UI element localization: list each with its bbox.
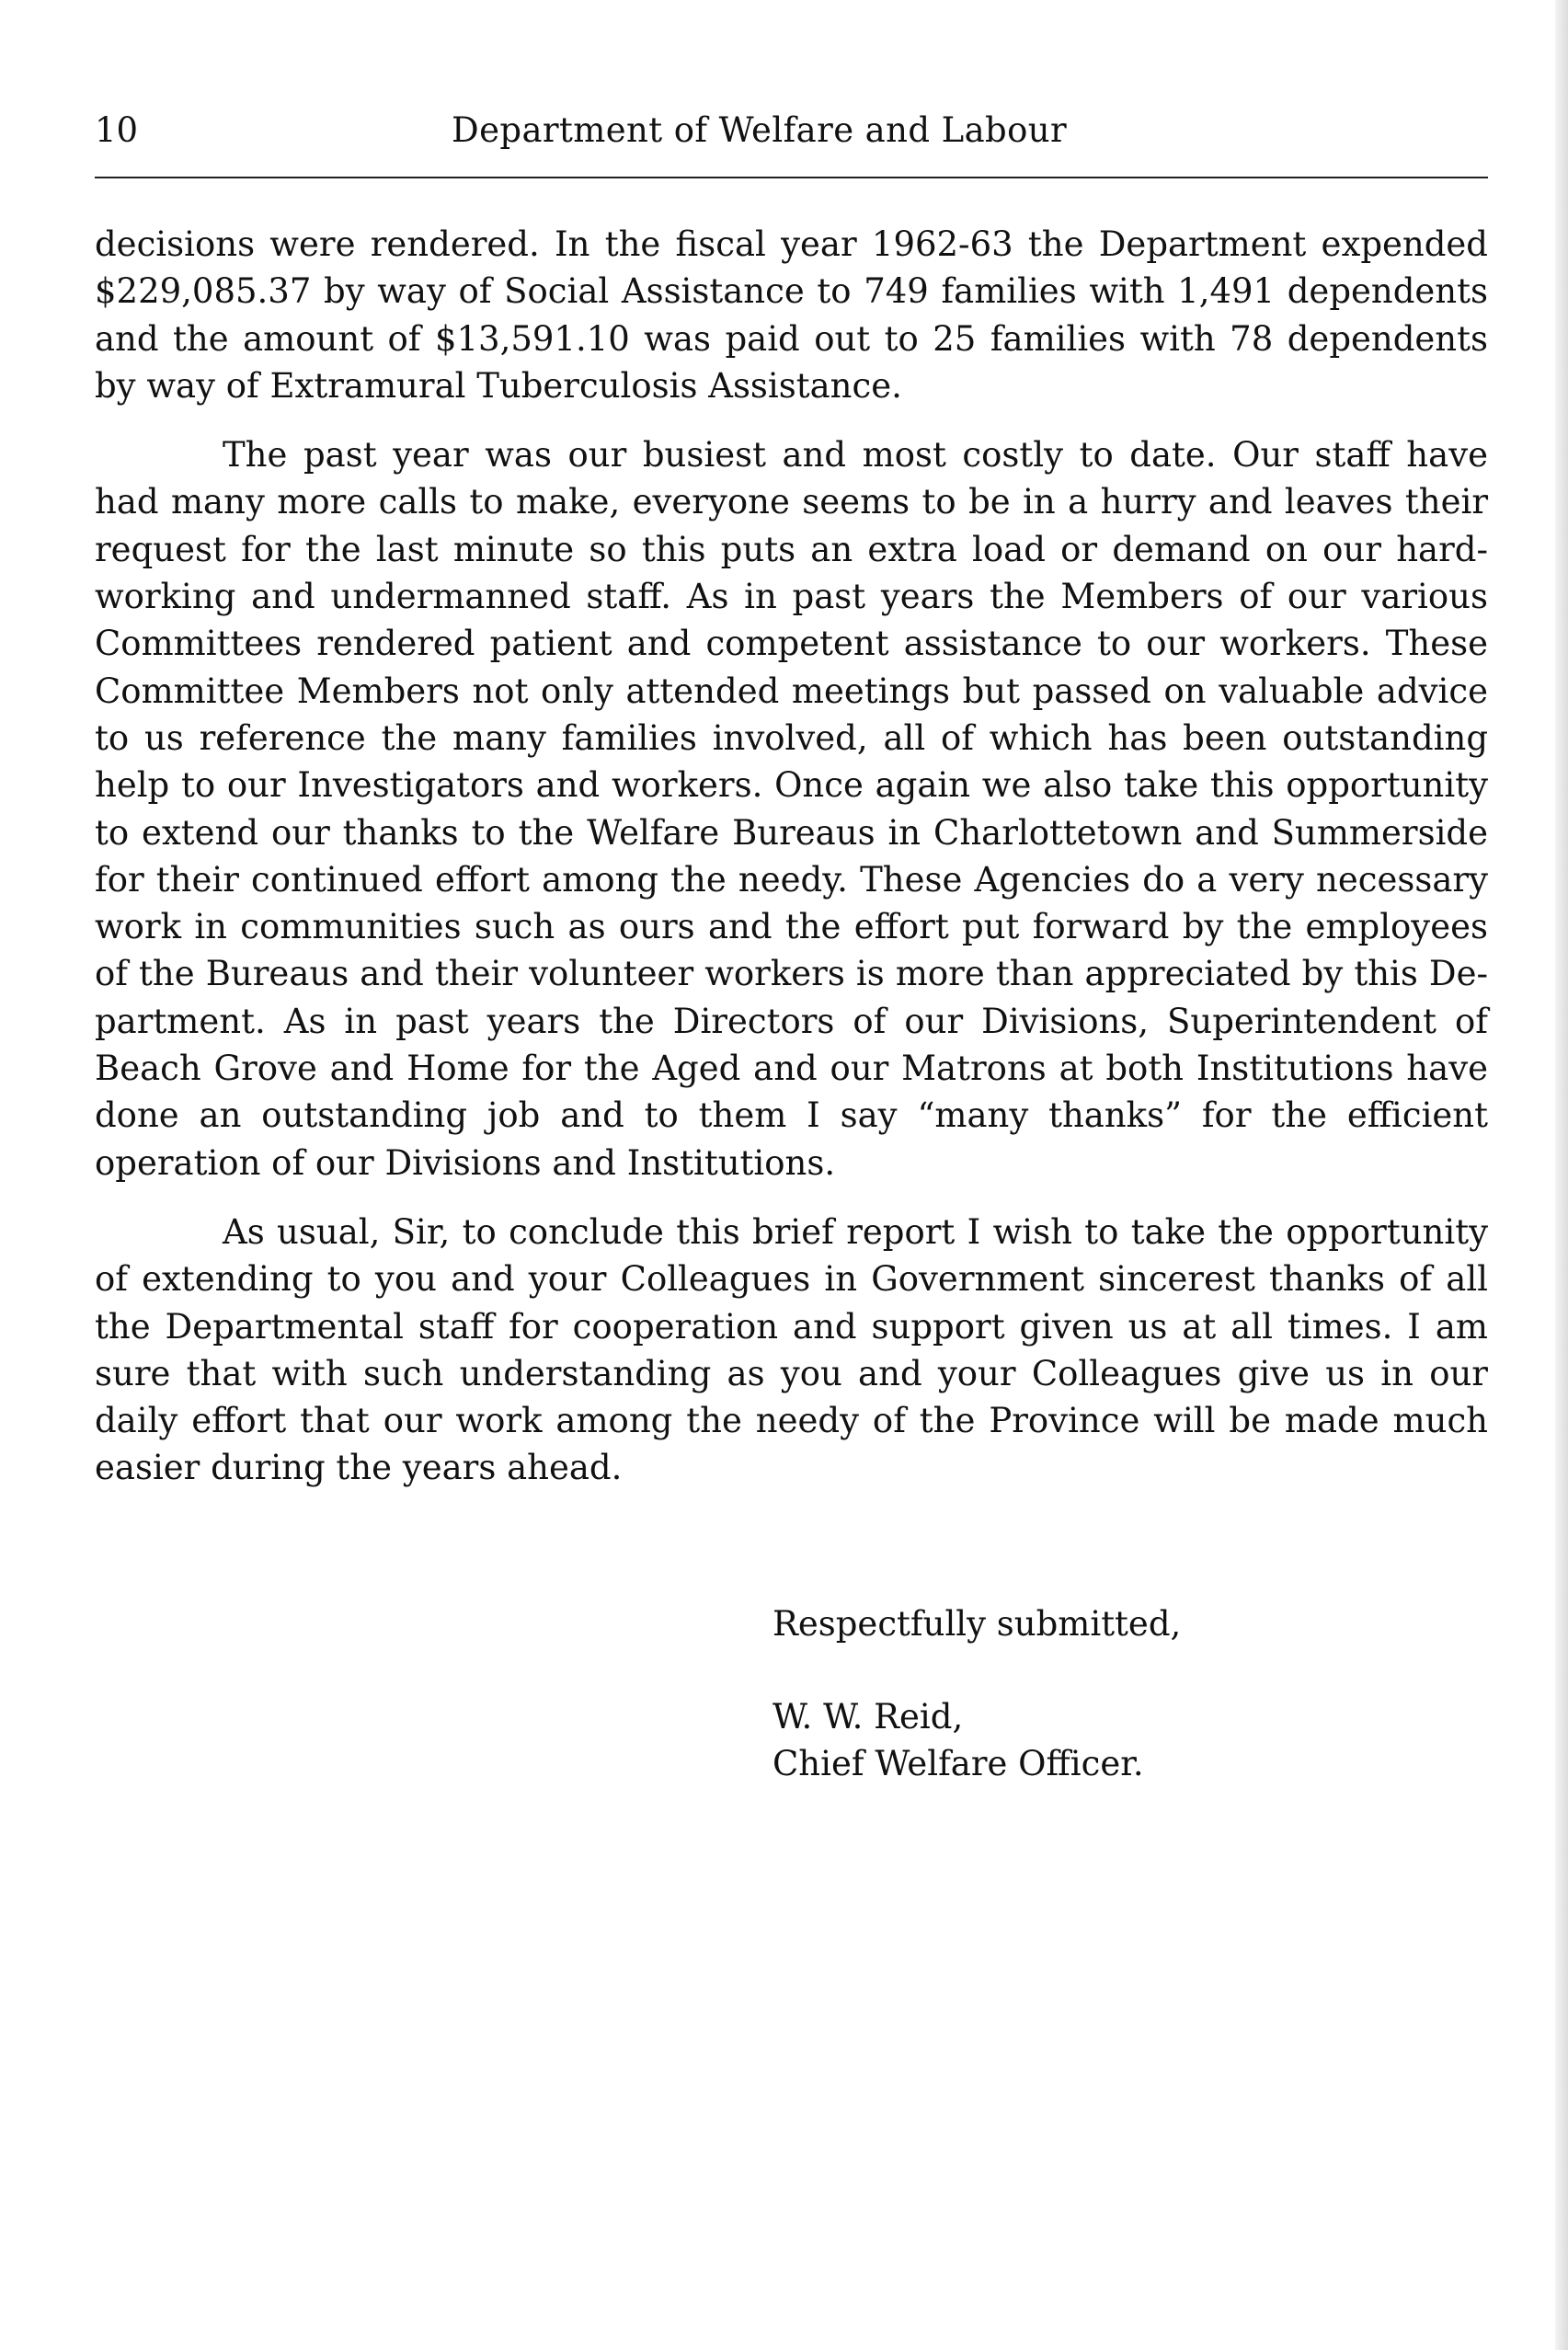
signature-title: Chief Welfare Officer. — [773, 1744, 1144, 1783]
running-title: Department of Welfare and Labour — [452, 110, 1068, 150]
paragraph-2: The past year was our busiest and most costly to date. Our staff have had many more calls to make, everyone seems to be in a hurry and leaves their request for the last minute so this puts an extra load or demand on our hard-working and undermanned staff. As in past years the Members of our various Committees rendered patient and competent assistance to our workers. These Committee Members not only attended meetings but passed on valuable advice to us reference the many families involved, all of which has been outstanding help to our Investigators and workers. Once again we also take this opportunity to extend our thanks to the Welfare Bureaus in Charlottetown and Summerside for their continued effort among the needy. These Agencies do a very necessary work in communities such as ours and the effort put forward by the employees of the Bureaus and their volunteer workers is more than appreciated by this Department. As in past years the Directors of our Divisions, Superintendent of Beach Grove and Home for the Aged and our Matrons at both Institutions have done an outstanding job and to them I say “many thanks” for the efficient operation of our Divisions and Institutions. — [95, 435, 1488, 1183]
body-text — [95, 221, 1488, 1492]
paragraph-1: decisions were rendered. In the fiscal year 1962-63 the Department expended $229,085.37 by way of Social Assistance to 749 families with 1,491 dependents and the amount of $13,591.10 was paid out to 25 families with 78 dependents by way of Extramural Tuberculosis Assistance. — [95, 224, 1488, 406]
page-edge-shadow — [1555, 0, 1568, 2350]
header-rule — [95, 177, 1488, 178]
paragraph-3: As usual, Sir, to conclude this brief report I wish to take the opportunity of extending to you and your Colleagues in Government sincerest thanks of all the Departmental staff for cooperation and support given us at all times. I am sure that with such understanding as you and your Colleagues give us in our daily effort that our work among the needy of the Province will be made much easier during the years ahead. — [95, 1211, 1488, 1488]
signature-closing: Respectfully submitted, — [773, 1604, 1182, 1644]
page-header — [95, 110, 1488, 166]
page-number: 10 — [95, 110, 139, 150]
signature-block — [773, 1600, 1181, 1787]
signature-name: W. W. Reid, — [773, 1697, 964, 1737]
